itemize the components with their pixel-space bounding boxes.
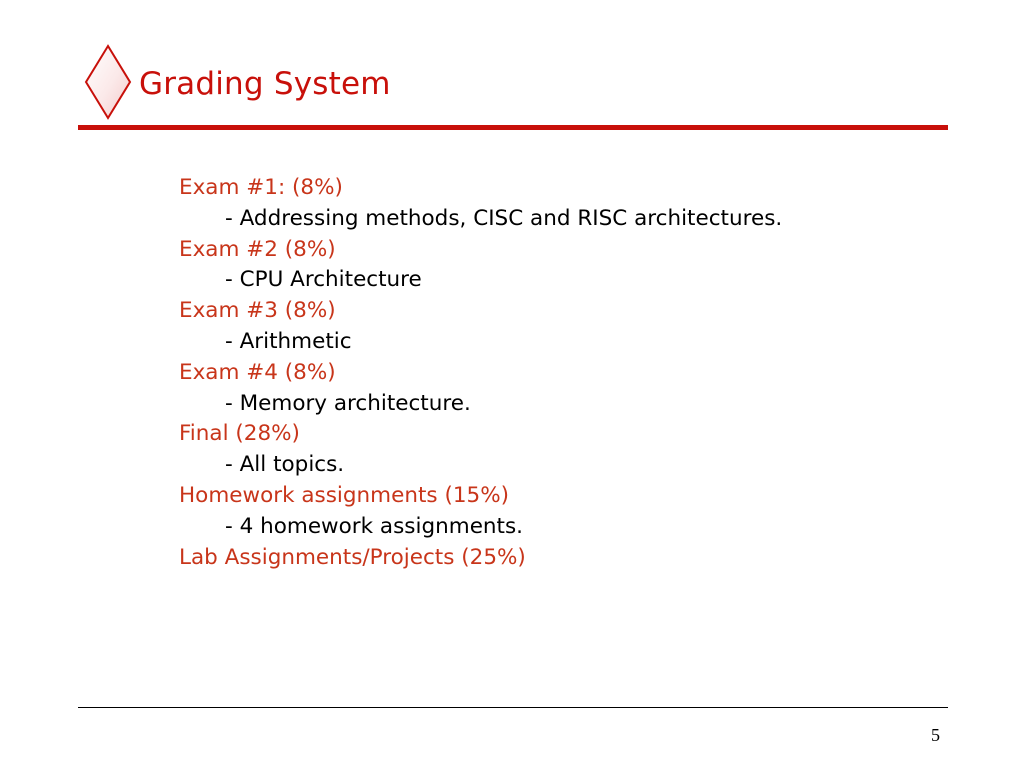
grading-item-heading: Homework assignments (15%): [179, 482, 510, 508]
grading-item-detail: - Arithmetic: [225, 328, 352, 354]
footer-divider: [78, 707, 948, 708]
grading-list: [179, 173, 979, 573]
grading-item-detail: - All topics.: [225, 452, 345, 478]
grading-item-detail: - CPU Architecture: [225, 267, 422, 293]
grading-item-heading: Exam #4 (8%): [179, 359, 336, 385]
grading-item-detail: - Memory architecture.: [225, 390, 471, 416]
page-number: 5: [931, 725, 940, 745]
title-divider: [78, 125, 948, 130]
grading-item-detail: - 4 homework assignments.: [225, 513, 524, 539]
grading-item-heading: Exam #2 (8%): [179, 236, 336, 262]
grading-item-heading: Final (28%): [179, 421, 300, 447]
grading-item-heading: Exam #3 (8%): [179, 298, 336, 324]
grading-item-heading: Exam #1: (8%): [179, 175, 343, 200]
grading-item-heading: Lab Assignments/Projects (25%): [179, 544, 526, 570]
diamond-bullet-icon: [84, 44, 132, 120]
grading-item-detail: - Addressing methods, CISC and RISC architectures.: [225, 205, 783, 231]
slide-title: Grading System: [139, 66, 391, 102]
